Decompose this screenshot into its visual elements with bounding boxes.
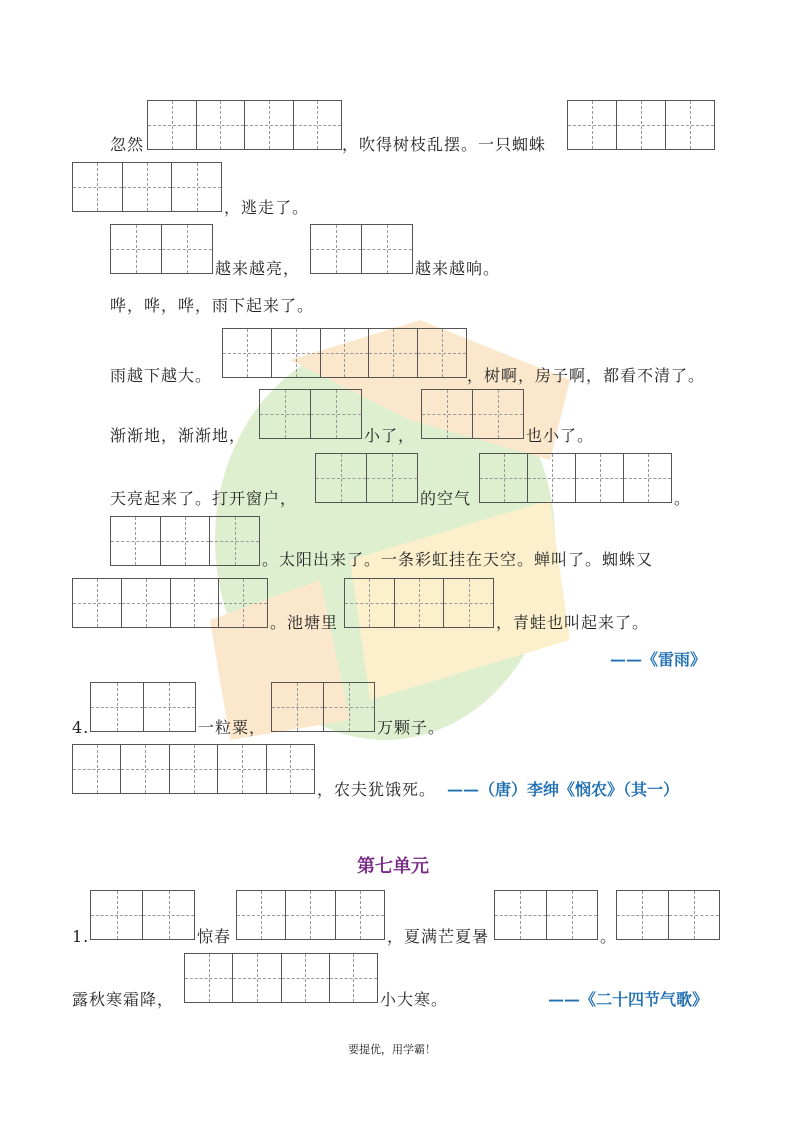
text-line6-a: 渐渐地，渐渐地， (110, 426, 247, 445)
page-footer: 要提优，用学霸！ (348, 1043, 436, 1056)
answer-grid[interactable] (90, 890, 195, 940)
text-line9-b: ，青蛙也叫起来了。 (496, 613, 650, 632)
text-q1-d: 露秋寒霜降， (72, 990, 175, 1009)
text-line1-a: 忽然 (110, 135, 145, 154)
answer-grid[interactable] (222, 328, 467, 378)
answer-grid[interactable] (315, 453, 418, 503)
text-line8: 。太阳出来了。一条彩虹挂在天空。蝉叫了。蜘蛛又 (262, 550, 654, 569)
text-q4-b: 万颗子。 (377, 718, 446, 737)
text-q1-c: 。 (600, 927, 618, 946)
answer-grid[interactable] (236, 890, 385, 940)
answer-grid[interactable] (90, 682, 196, 732)
text-q4-a: 一粒粟， (198, 718, 267, 737)
text-line6-c: 也小了。 (526, 426, 595, 445)
answer-grid[interactable] (110, 224, 213, 274)
answer-grid[interactable] (72, 744, 315, 794)
answer-grid[interactable] (616, 890, 720, 940)
text-line2-a: ，逃走了。 (224, 198, 310, 217)
text-q1-b: ，夏满芒夏暑 (387, 927, 490, 946)
answer-grid[interactable] (72, 162, 222, 212)
text-line3-a: 越来越亮， (215, 259, 301, 278)
answer-grid[interactable] (310, 224, 413, 274)
text-line7-c: 。 (674, 489, 692, 508)
text-line7-b: 的空气 (420, 489, 472, 508)
text-q4-c: ，农夫犹饿死。 (317, 780, 437, 799)
text-line6-b: 小了， (364, 426, 416, 445)
answer-grid[interactable] (567, 100, 715, 150)
text-line5-b: ，树啊，房子啊，都看不清了。 (467, 366, 706, 385)
text-line9-a: 。池塘里 (270, 613, 339, 632)
answer-grid[interactable] (421, 389, 524, 439)
answer-grid[interactable] (184, 953, 378, 1003)
answer-grid[interactable] (147, 100, 342, 150)
unit-heading: 第七单元 (357, 856, 429, 877)
question-number: 4. (72, 718, 90, 737)
text-line5-a: 雨越下越大。 (110, 366, 213, 385)
question-number: 1. (72, 927, 90, 946)
text-line3-b: 越来越响。 (415, 259, 501, 278)
answer-grid[interactable] (494, 890, 598, 940)
text-q1-a: 惊春 (197, 927, 232, 946)
text-q1-e: 小大寒。 (380, 990, 449, 1009)
answer-grid[interactable] (344, 578, 494, 628)
answer-grid[interactable] (271, 682, 375, 732)
text-line1-b: ，吹得树枝乱摆。一只蜘蛛 (342, 135, 547, 154)
citation-jieqi: ——《二十四节气歌》 (548, 990, 709, 1009)
citation-minnong: ——（唐）李绅《悯农》（其一） (447, 780, 680, 799)
answer-grid[interactable] (72, 578, 268, 628)
answer-grid[interactable] (110, 516, 260, 566)
text-line4: 哗，哗，哗，雨下起来了。 (110, 296, 315, 315)
answer-grid[interactable] (259, 389, 362, 439)
answer-grid[interactable] (479, 453, 672, 503)
text-line7-a: 天亮起来了。打开窗户， (110, 489, 298, 508)
citation-leiyu: ——《雷雨》 (610, 650, 707, 669)
